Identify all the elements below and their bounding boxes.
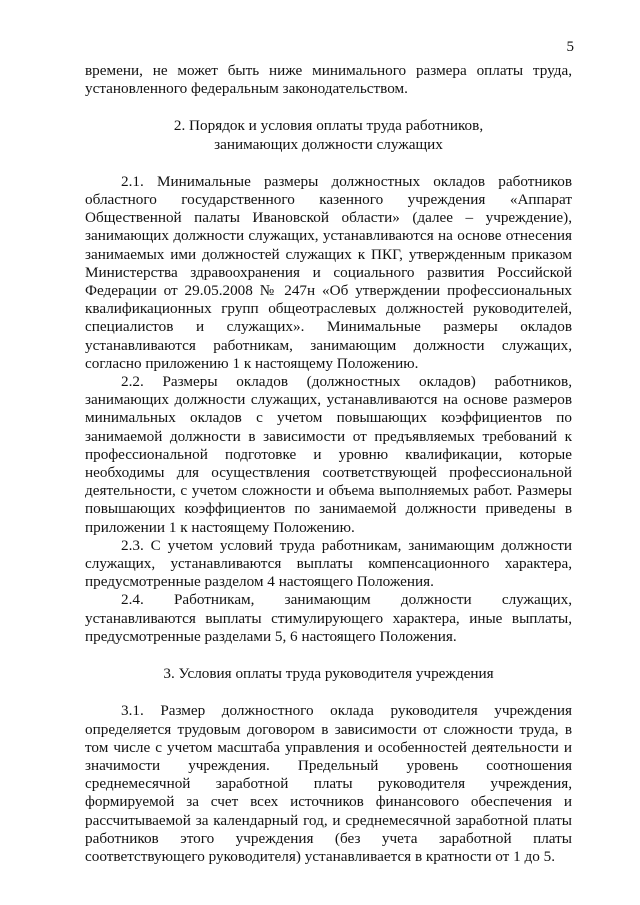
paragraph-3-1: 3.1. Размер должностного оклада руководителя учреждения определяется трудовым договором в зависимости от сложности труда, в том числе с учетом масштаба управления и особенностей деятельности и значимости учреждения. Предельный уровень соотношения среднемесячной заработной платы руководителя учреждения, формируемой за счет всех источников финансового обеспечения и рассчитываемой за календарный год, и среднемесячной заработной платы работников этого учреждения (без учета заработной платы соответствующего руководителя) устанавливается в кратности от 1 до 5. bbox=[85, 702, 572, 865]
paragraph-2-2: 2.2. Размеры окладов (должностных окладов) работников, занимающих должности служащих, устанавливаются на основе размеров минимальных окладов с учетом повышающих коэффициентов по занимаемой должности в зависимости от предъявляемых требований к профессиональной подготовке и уровню квалификации, которые необходимы для осуществления соответствующей профессиональной деятельности, с учетом сложности и объема выполняемых работ. Размеры повышающих коэффициентов по занимаемой должности приведены в приложении 1 к настоящему Положению. bbox=[85, 373, 572, 536]
intro-paragraph: времени, не может быть ниже минимального размера оплаты труда, установленного федеральным законодательством. bbox=[85, 62, 572, 98]
spacer bbox=[85, 683, 572, 702]
spacer bbox=[85, 98, 572, 117]
paragraph-2-4: 2.4. Работникам, занимающим должности служащих, устанавливаются выплаты стимулирующего характера, иные выплаты, предусмотренные разделами 5, 6 настоящего Положения. bbox=[85, 591, 572, 645]
spacer bbox=[85, 154, 572, 173]
section-2-heading-line-2: занимающих должности служащих bbox=[214, 135, 443, 153]
section-2-heading-line-1: 2. Порядок и условия оплаты труда работников, bbox=[173, 117, 484, 135]
paragraph-2-1: 2.1. Минимальные размеры должностных окладов работников областного государственного казенного учреждения «Аппарат Общественной палаты Ивановской области» (далее – учреждение), занимающих должности служащих, устанавливаются на основе отнесения занимаемых ими должностей служащих к ПКГ, утвержденным приказом Министерства здравоохранения и социального развития Российской Федерации от 29.05.2008 № 247н «Об утверждении профессиональных квалификационных групп общеотраслевых должностей руководителей, специалистов и служащих». Минимальные размеры окладов устанавливаются работникам, занимающим должности служащих, согласно приложению 1 к настоящему Положению. bbox=[85, 172, 572, 372]
document-body bbox=[85, 62, 572, 866]
section-3-heading: 3. Условия оплаты труда руководителя учреждения bbox=[163, 665, 494, 683]
spacer bbox=[85, 646, 572, 665]
page-number: 5 bbox=[566, 39, 574, 55]
paragraph-2-3: 2.3. С учетом условий труда работникам, занимающим должности служащих, устанавливаются выплаты компенсационного характера, предусмотренные разделом 4 настоящего Положения. bbox=[85, 536, 572, 591]
